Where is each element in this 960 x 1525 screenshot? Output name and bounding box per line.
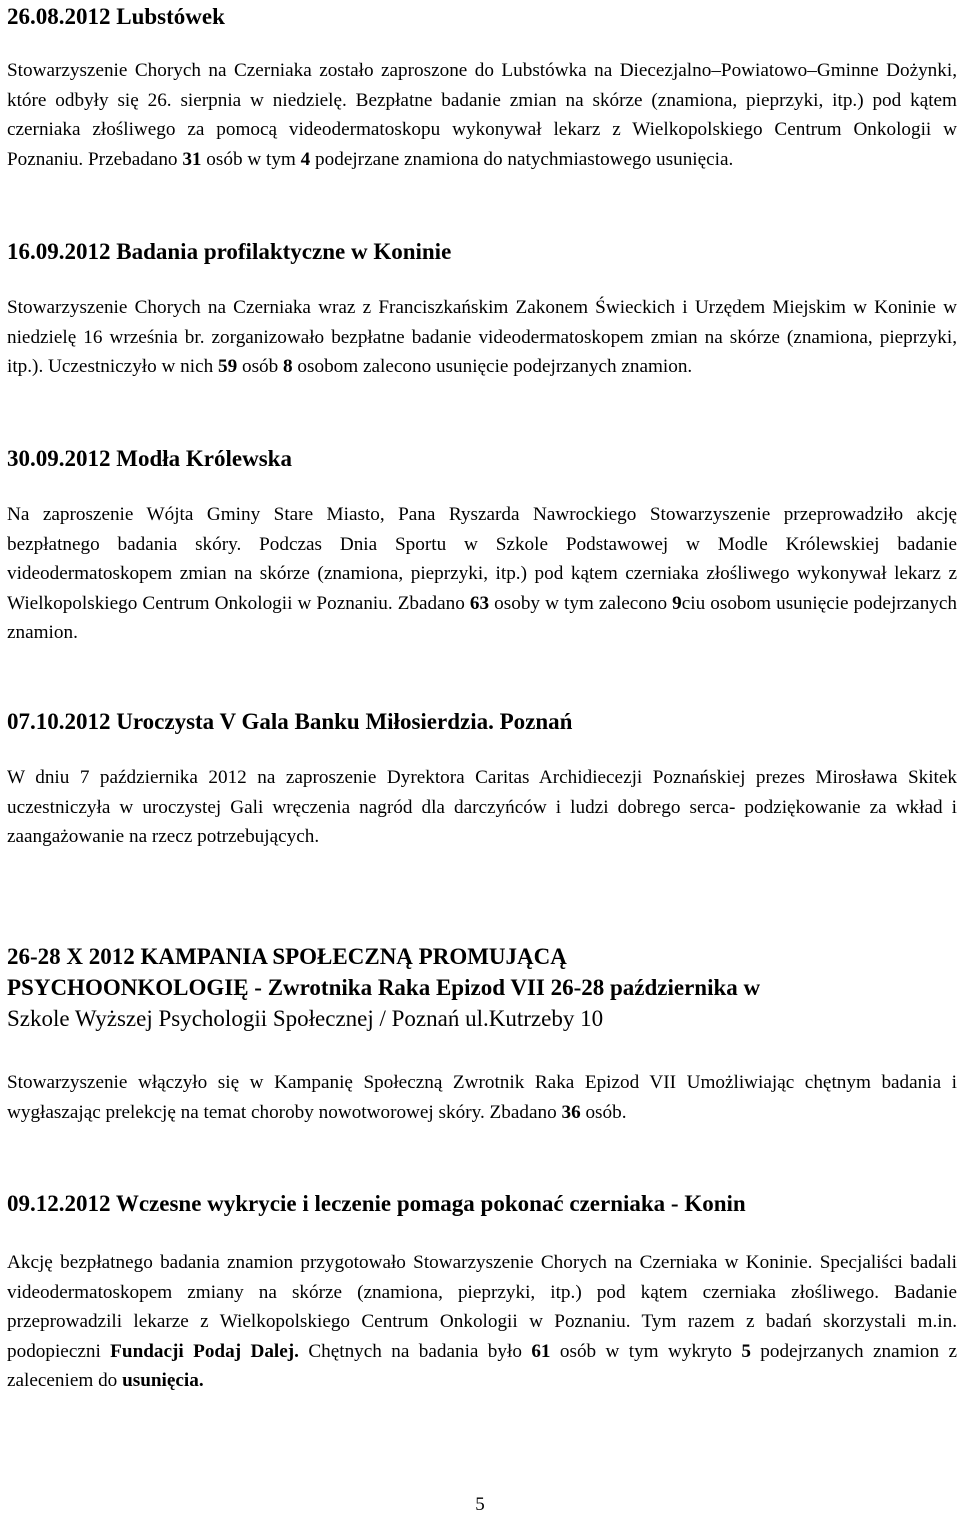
- count-referred: 9: [672, 592, 682, 614]
- paragraph-text: osób.: [580, 1101, 627, 1123]
- section-paragraph-kampania: [7, 1068, 957, 1127]
- count-participants: 61: [531, 1340, 551, 1362]
- heading-line: 26-28 X 2012 KAMPANIA SPOŁECZNĄ PROMUJĄCĄ: [7, 944, 567, 969]
- paragraph-text: Akcję bezpłatnego badania znamion przygotowało Stowarzyszenie Chorych na Czerniaka w Koninie. Specjaliści badali videodermatoskopem zmiany na skórze (znamiona, pieprzyki, itp.) pod kątem czerniaka złośliwego. Badanie przeprowadzili lekarze z Wielkopolskiego Centrum Onkologii w Poznaniu. Tym razem z badań skorzystali m.in. podopieczni: [7, 1252, 957, 1362]
- section-heading-konin-profilaktyczne: 16.09.2012 Badania profilaktyczne w Koninie: [7, 239, 452, 264]
- count-suspicious: 5: [741, 1340, 751, 1362]
- count-examined: 31: [182, 148, 202, 170]
- paragraph-text: ciu osobom usunięcie podejrzanych znamion.: [7, 592, 957, 644]
- paragraph-text: Na zaproszenie Wójta Gminy Stare Miasto, Pana Ryszarda Nawrockiego Stowarzyszenie przeprowadziło akcję bezpłatnego badania skóry. Podczas Dnia Sportu w Szkole Podstawowej w Modle Królewskiej badanie videodermatoskopem zmian na skórze (znamiona, pieprzyki, itp.) pod kątem czerniaka złośliwego wykonywał lekarz z Wielkopolskiego Centrum Onkologii w Poznaniu. Zbadano: [7, 504, 957, 614]
- count-referred: 8: [283, 356, 293, 378]
- section-paragraph-lubstowek: [7, 56, 957, 174]
- section-heading-kampania: [7, 941, 957, 1034]
- count-examined: 36: [561, 1101, 581, 1123]
- paragraph-text: Chętnych na badania było: [298, 1340, 532, 1362]
- paragraph-text: Stowarzyszenie Chorych na Czerniaka zostało zaproszone do Lubstówka na Diecezjalno–Powiatowo–Gminne Dożynki, które odbyły się 26. sierpnia w niedzielę. Bezpłatne badanie zmian na skórze (znamiona, pieprzyki, itp.) pod kątem czerniaka złośliwego za pomocą videodermatoskopu wykonywał lekarz z Wielkopolskiego Centrum Onkologii w Poznaniu. Przebadano: [7, 60, 957, 170]
- count-examined: 63: [469, 592, 490, 614]
- section-paragraph-gala-banku: W dniu 7 października 2012 na zaproszenie Dyrektora Caritas Archidiecezji Poznańskiej prezes Mirosława Skitek uczestniczyła w uroczystej Gali wręczenia nagród dla darczyńców i ludzi dobrego serca- podziękowanie za wkład i zaangażowanie na rzecz potrzebujących.: [7, 767, 957, 848]
- paragraph-text: osób w tym: [201, 148, 301, 170]
- paragraph-text: podejrzane znamiona do natychmiastowego usunięcia.: [310, 148, 734, 170]
- heading-line: Szkole Wyższej Psychologii Społecznej / Poznań ul.Kutrzeby 10: [7, 1006, 604, 1031]
- section-heading-modla-krolewska: 30.09.2012 Modła Królewska: [7, 446, 292, 471]
- foundation-name: Fundacji Podaj Dalej.: [110, 1340, 299, 1362]
- paragraph-text: Stowarzyszenie włączyło się w Kampanię Społeczną Zwrotnik Raka Epizod VII Umożliwiając chętnym badania i wygłaszając prelekcję na temat choroby nowotworowej skóry. Zbadano: [7, 1072, 957, 1123]
- paragraph-text: podejrzanych znamion z zaleceniem do: [7, 1340, 958, 1392]
- paragraph-text: osób w tym wykryto: [550, 1340, 742, 1362]
- section-paragraph-konin-profilaktyczne: [7, 293, 957, 382]
- paragraph-emphasis: usunięcia.: [122, 1370, 204, 1392]
- paragraph-text: Stowarzyszenie Chorych na Czerniaka wraz z Franciszkańskim Zakonem Świeckich i Urzędem Miejskim w Koninie w niedzielę 16 września br. zorganizowało bezpłatne badanie videodermatoskopem zmian na skórze (znamiona, pieprzyki, itp.). Uczestniczyło w nich: [7, 297, 957, 378]
- page-number: 5: [475, 1494, 485, 1515]
- section-paragraph-modla-krolewska: [7, 500, 957, 648]
- paragraph-text: osoby w tym zalecono: [489, 592, 673, 614]
- section-heading-gala-banku: 07.10.2012 Uroczysta V Gala Banku Miłosierdzia. Poznań: [7, 709, 573, 734]
- section-heading-lubstowek: 26.08.2012 Lubstówek: [7, 4, 225, 29]
- paragraph-text: osobom zalecono usunięcie podejrzanych znamion.: [292, 356, 693, 378]
- paragraph-text: osób: [237, 356, 284, 378]
- heading-line: PSYCHOONKOLOGIĘ - Zwrotnika Raka Epizod VII 26-28 października w: [7, 975, 761, 1000]
- section-paragraph-konin-wczesne: [7, 1248, 957, 1396]
- count-suspicious: 4: [300, 148, 311, 170]
- count-participants: 59: [218, 356, 238, 378]
- section-heading-konin-wczesne: 09.12.2012 Wczesne wykrycie i leczenie pomaga pokonać czerniaka - Konin: [7, 1191, 746, 1216]
